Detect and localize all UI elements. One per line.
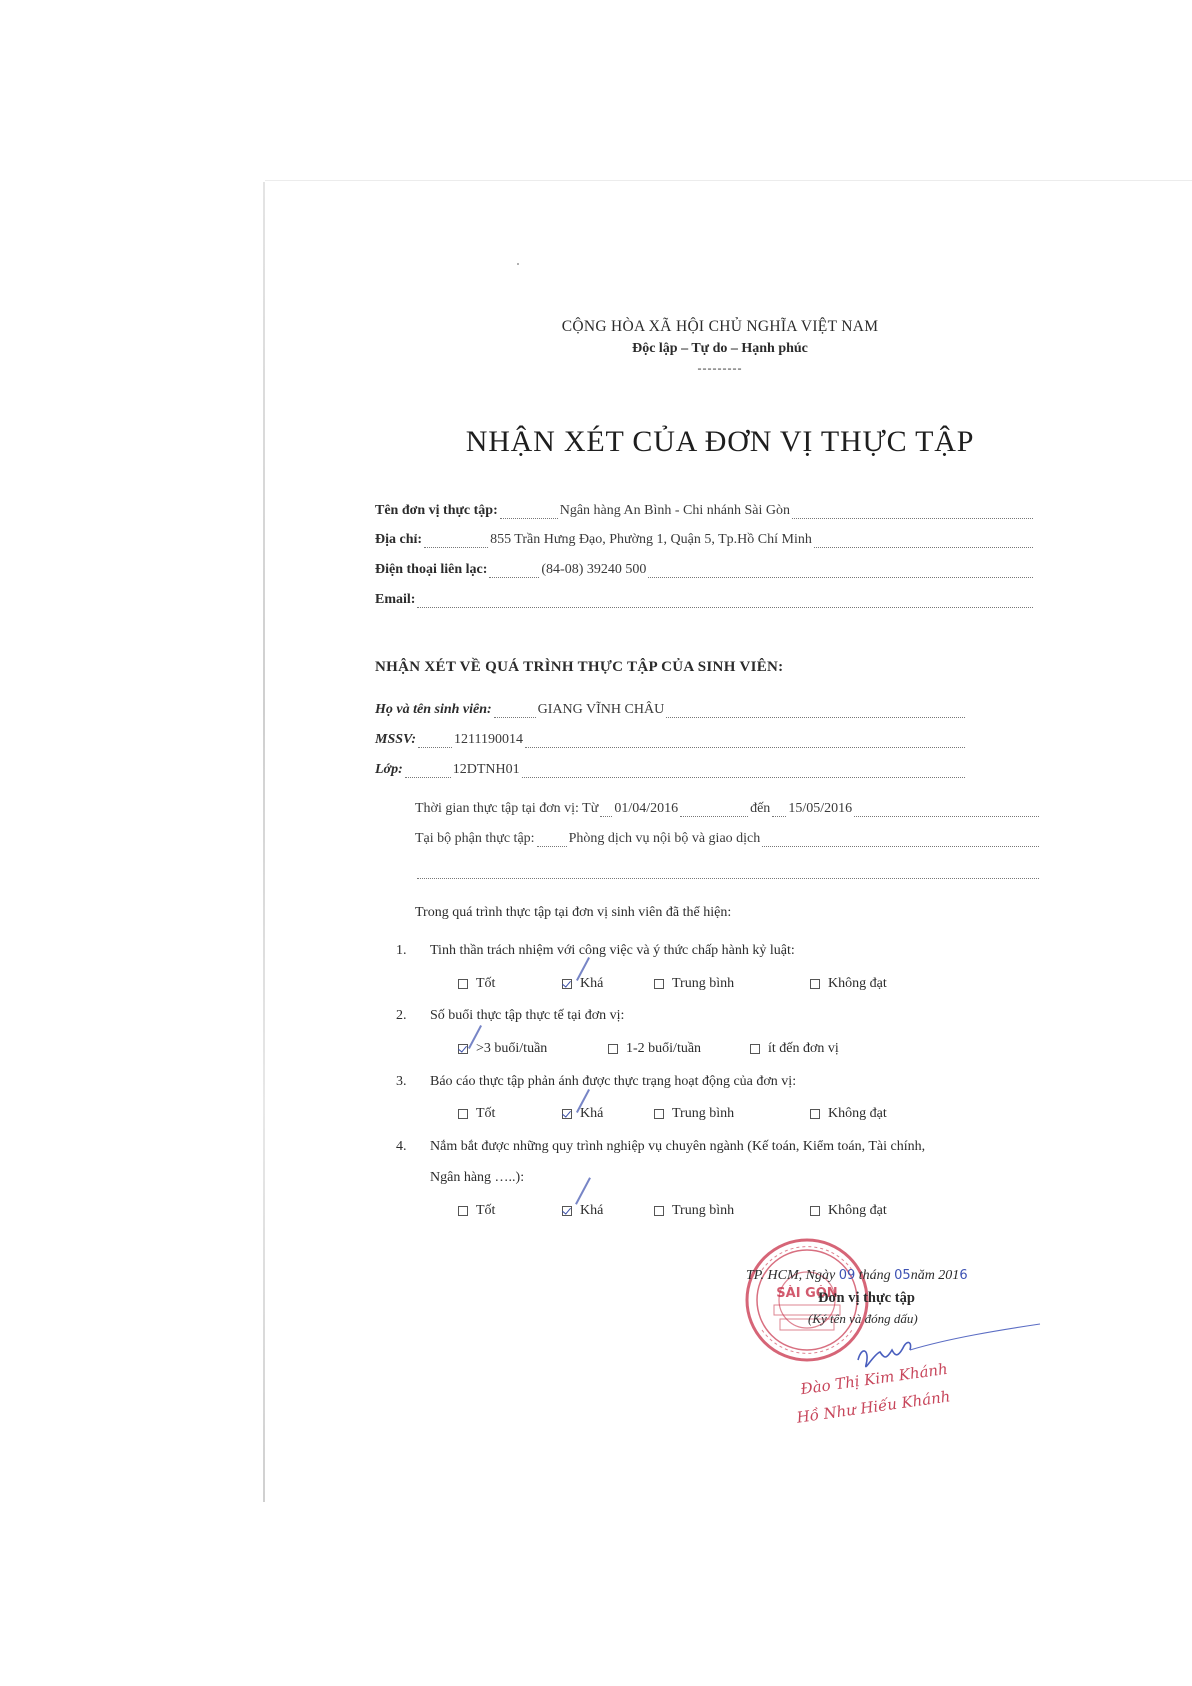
phone-label: Điện thoại liên lạc: — [375, 562, 488, 577]
period-to: 15/05/2016 — [788, 801, 853, 816]
criterion-1-options — [458, 976, 887, 992]
criterion-3-option-tot[interactable]: Tốt — [458, 1106, 562, 1122]
department-value: Phòng dịch vụ nội bộ và giao dịch — [568, 831, 761, 846]
department-row — [415, 825, 1041, 847]
criterion-1-option-trung-binh[interactable]: Trung bình — [654, 976, 810, 992]
student-name-label: Họ và tên sinh viên: — [375, 702, 492, 717]
criterion-2-option-over-3[interactable]: >3 buổi/tuần — [458, 1041, 608, 1057]
criterion-3-option-khong-dat[interactable]: Không đạt — [810, 1106, 887, 1122]
criteria-intro: Trong quá trình thực tập tại đơn vị sinh viên đã thể hiện: — [415, 905, 732, 920]
criterion-1-option-kha[interactable]: Khá — [562, 976, 654, 992]
address-label: Địa chỉ: — [375, 532, 423, 547]
criterion-2-option-rarely[interactable]: ít đến đơn vị — [750, 1041, 839, 1057]
checkbox-icon — [654, 1109, 664, 1119]
criterion-4-option-trung-binh[interactable]: Trung bình — [654, 1203, 810, 1219]
criterion-3-option-trung-binh[interactable]: Trung bình — [654, 1106, 810, 1122]
checkbox-icon — [810, 1109, 820, 1119]
period-from: 01/04/2016 — [614, 801, 679, 816]
criterion-3-text: Báo cáo thực tập phản ánh được thực trạng hoạt động của đơn vị: — [430, 1074, 797, 1089]
motto: Độc lập – Tự do – Hạnh phúc — [632, 341, 808, 356]
student-section-heading: NHẬN XÉT VỀ QUÁ TRÌNH THỰC TẬP CỦA SINH VIÊN: — [375, 659, 784, 675]
email-label: Email: — [375, 592, 416, 607]
criterion-4-option-khong-dat[interactable]: Không đạt — [810, 1203, 887, 1219]
signature-date: TP. HCM, Ngày 09 tháng 05năm 2016 — [746, 1268, 968, 1283]
period-to-label: đến — [750, 801, 771, 816]
scan-edge-left — [263, 182, 265, 1502]
student-id-value: 1211190014 — [453, 732, 523, 747]
scan-speck — [517, 263, 519, 265]
class-row — [375, 756, 967, 778]
unit-name-value: Ngân hàng An Bình - Chi nhánh Sài Gòn — [559, 503, 790, 518]
class-value: 12DTNH01 — [452, 762, 520, 777]
criterion-1-text: Tinh thần trách nhiệm với công việc và ý thức chấp hành kỷ luật: — [430, 943, 795, 958]
criterion-4 — [396, 1139, 925, 1155]
checked-checkbox-icon — [562, 979, 572, 989]
stamp-text: SÀI GÒN — [776, 1286, 838, 1301]
phone-value: (84-08) 39240 500 — [541, 562, 647, 577]
checkbox-icon — [810, 1206, 820, 1216]
criterion-4-text: Nắm bắt được những quy trình nghiệp vụ chuyên ngành (Kế toán, Kiểm toán, Tài chính, — [430, 1139, 926, 1154]
criterion-3-number: 3. — [396, 1074, 407, 1089]
checkbox-icon — [608, 1044, 618, 1054]
department-continuation-row — [415, 857, 1041, 879]
document-title: NHẬN XÉT CỦA ĐƠN VỊ THỰC TẬP — [465, 425, 975, 458]
address-value: 855 Trần Hưng Đạo, Phường 1, Quận 5, Tp.Hồ Chí Minh — [490, 532, 812, 547]
checkbox-icon — [654, 1206, 664, 1216]
criterion-4-continuation: Ngân hàng …..): — [430, 1170, 525, 1185]
checkbox-icon — [458, 979, 468, 989]
signature-note: (Ký tên và đóng dấu) — [808, 1311, 918, 1326]
signature-month: 05 — [894, 1268, 911, 1283]
criterion-2-text: Số buổi thực tập thực tế tại đơn vị: — [430, 1008, 625, 1023]
pen-tick-mark — [575, 1177, 591, 1204]
signature-day: 09 — [838, 1268, 856, 1283]
signer-name-1: Đào Thị Kim Khánh — [799, 1359, 949, 1399]
criterion-4-options — [458, 1203, 887, 1219]
criterion-4-option-tot[interactable]: Tốt — [458, 1203, 562, 1219]
criterion-1-option-khong-dat[interactable]: Không đạt — [810, 976, 887, 992]
student-id-row — [375, 726, 967, 748]
checkbox-icon — [750, 1044, 760, 1054]
signer-name-2: Hồ Như Hiếu Khánh — [795, 1387, 952, 1427]
unit-name-row — [375, 497, 1035, 519]
criterion-1-number: 1. — [396, 943, 407, 958]
scan-edge-top — [265, 180, 1192, 181]
criterion-3 — [396, 1074, 796, 1090]
criterion-1-option-tot[interactable]: Tốt — [458, 976, 562, 992]
department-label: Tại bộ phận thực tập: — [415, 831, 535, 846]
unit-name-label: Tên đơn vị thực tập: — [375, 503, 498, 518]
checkbox-icon — [810, 979, 820, 989]
nation-heading: CỘNG HÒA XÃ HỘI CHỦ NGHĨA VIỆT NAM — [561, 318, 879, 335]
criterion-2-number: 2. — [396, 1008, 407, 1023]
student-id-label: MSSV: — [375, 732, 416, 747]
email-row — [375, 586, 1035, 608]
address-row — [375, 526, 1035, 548]
criterion-2-options — [458, 1041, 839, 1057]
student-name-value: GIANG VĨNH CHÂU — [537, 702, 665, 717]
checkbox-icon — [458, 1206, 468, 1216]
criterion-1 — [396, 943, 795, 959]
class-label: Lớp: — [375, 762, 403, 777]
criterion-4-option-kha[interactable]: Khá — [562, 1203, 654, 1219]
student-name-row — [375, 696, 967, 718]
signature-unit: Đơn vị thực tập — [818, 1290, 915, 1306]
criterion-2-option-1-2[interactable]: 1-2 buổi/tuần — [608, 1041, 750, 1057]
header-divider: --------- — [697, 361, 743, 375]
checked-checkbox-icon — [458, 1044, 468, 1054]
checkbox-icon — [654, 979, 664, 989]
criterion-3-options — [458, 1106, 887, 1122]
period-row — [415, 795, 1041, 817]
checked-checkbox-icon — [562, 1206, 572, 1216]
phone-row — [375, 556, 1035, 578]
criterion-4-number: 4. — [396, 1139, 407, 1154]
checked-checkbox-icon — [562, 1109, 572, 1119]
period-label: Thời gian thực tập tại đơn vị: Từ — [415, 801, 599, 816]
criterion-2 — [396, 1008, 624, 1024]
signature-year-digit: 6 — [959, 1268, 968, 1283]
checkbox-icon — [458, 1109, 468, 1119]
criterion-3-option-kha[interactable]: Khá — [562, 1106, 654, 1122]
